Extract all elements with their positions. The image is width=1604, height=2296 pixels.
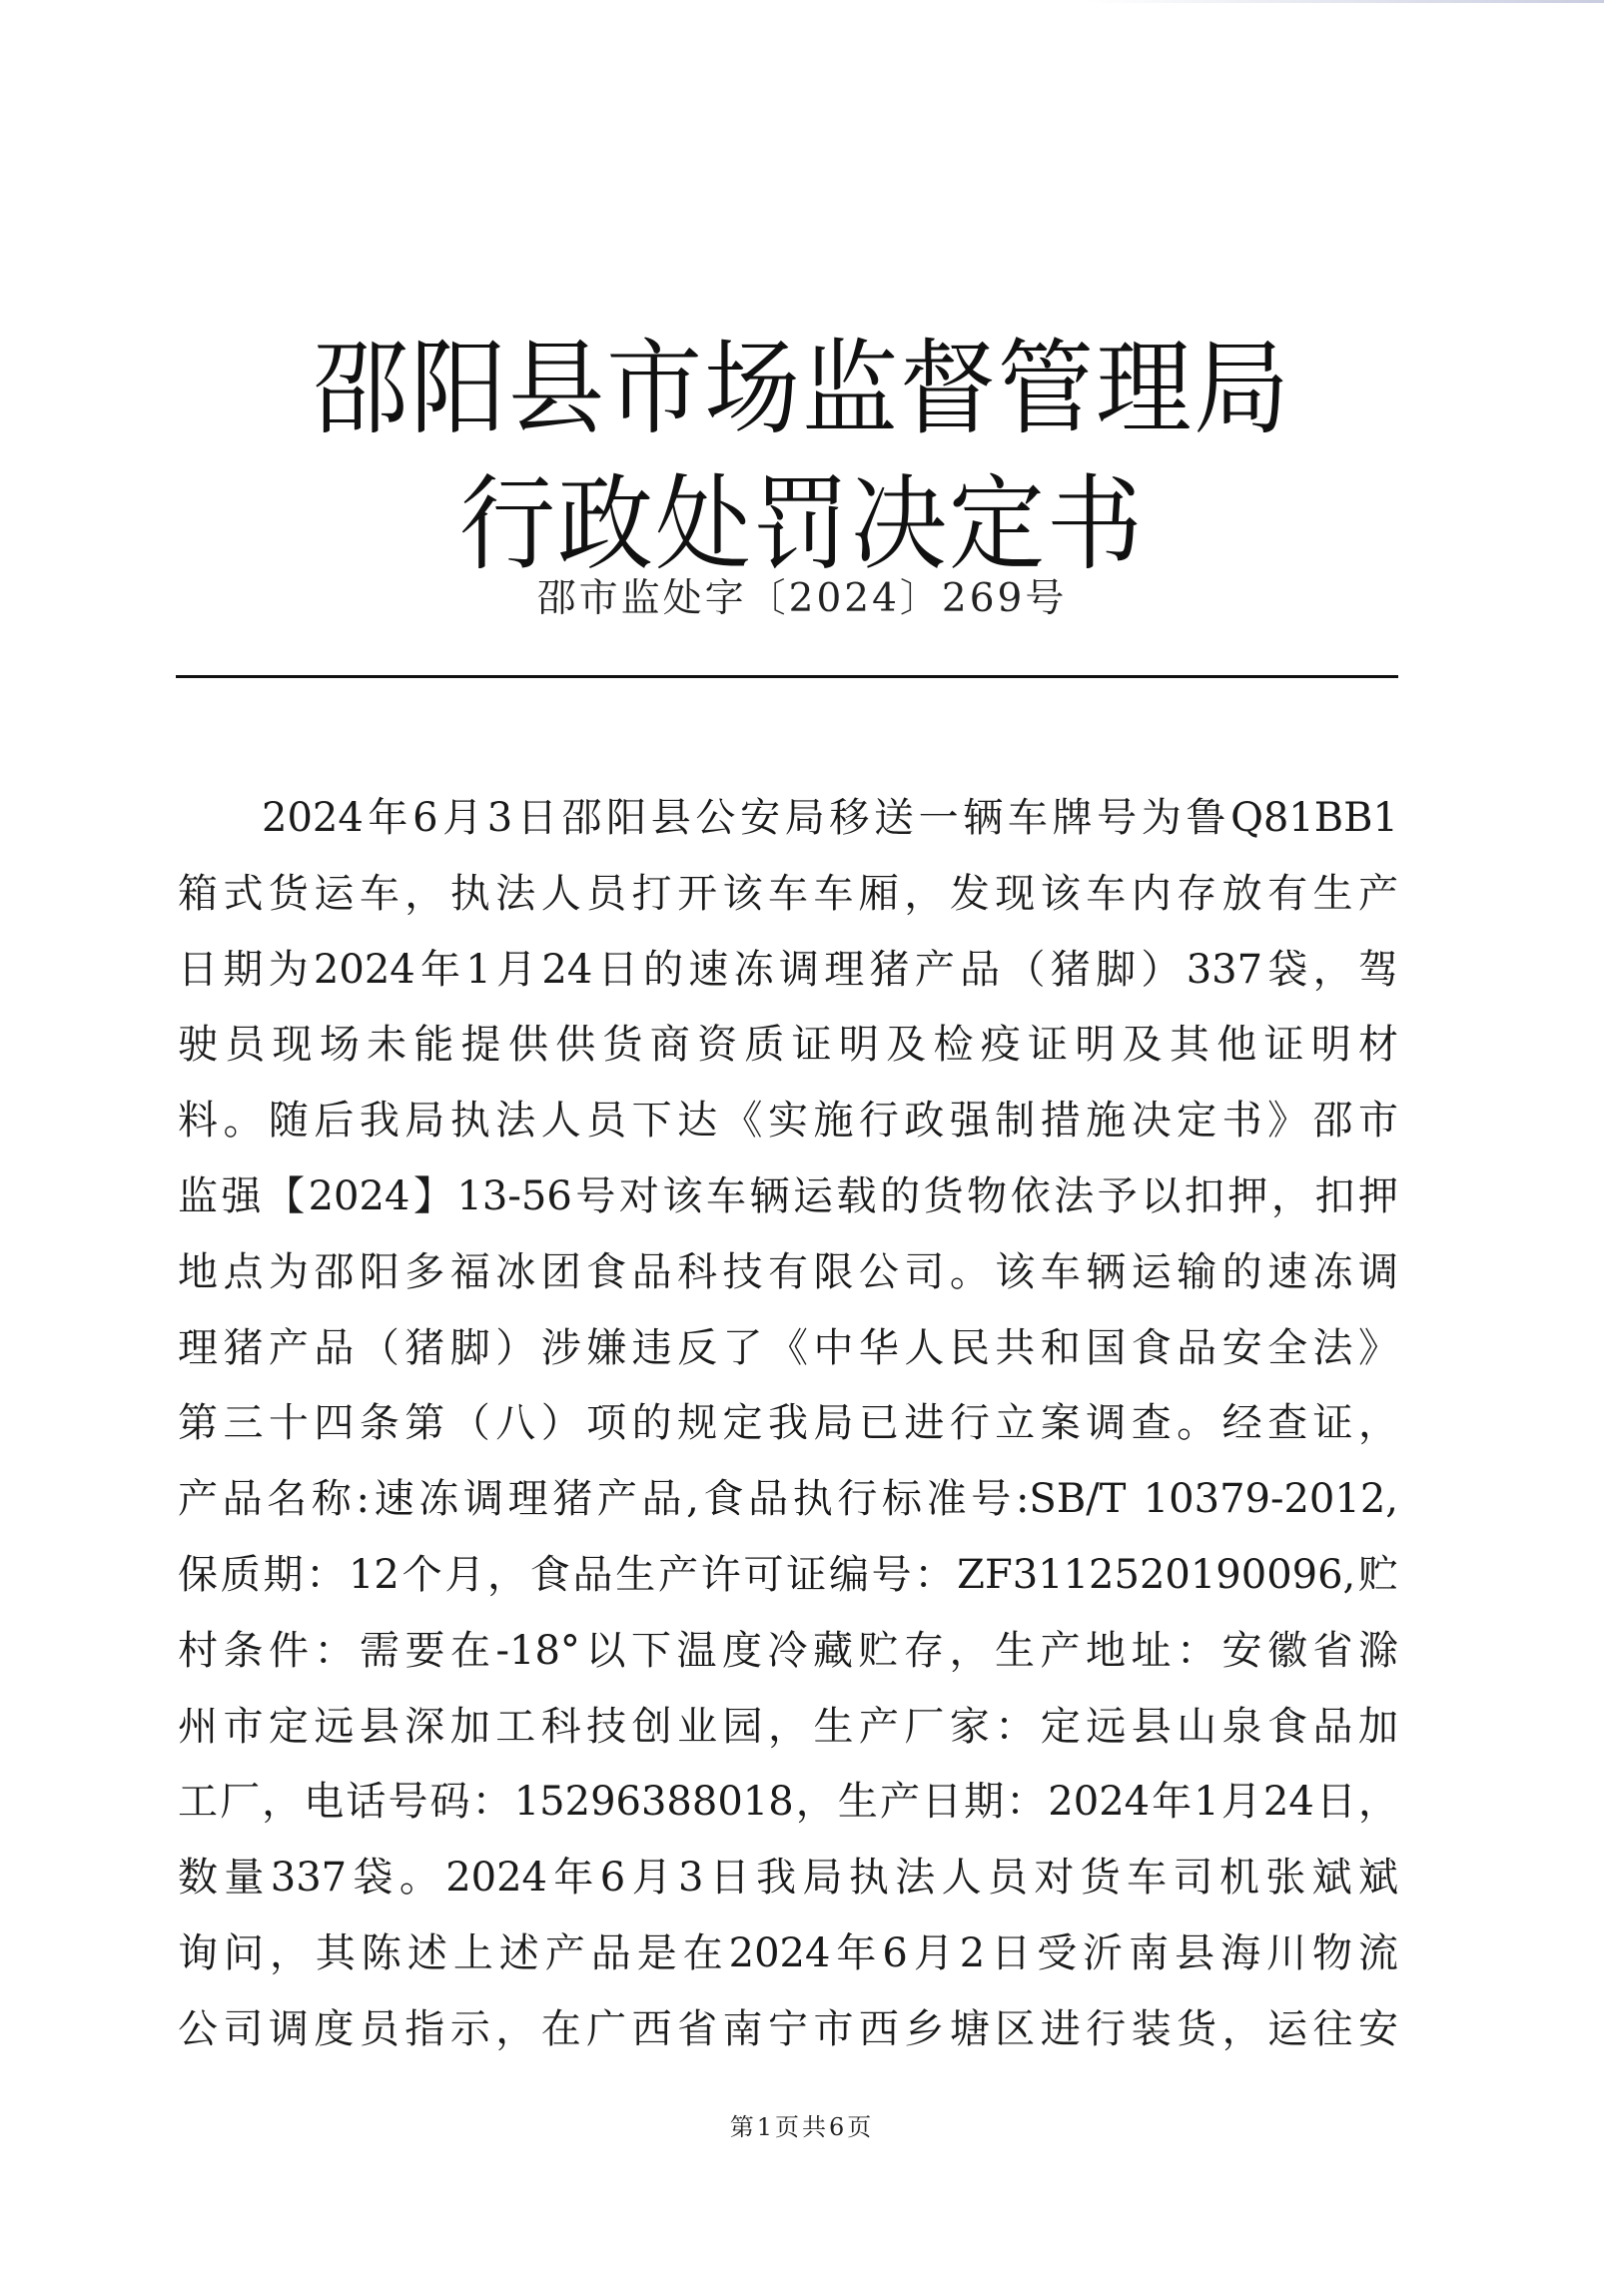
body-line: 2024年6月3日邵阳县公安局移送一辆车牌号为鲁Q81BB1	[262, 795, 1398, 841]
document-body	[178, 781, 1398, 2068]
document-number: 邵市监处字〔2024〕269号	[536, 576, 1068, 621]
body-line: 数量337袋。2024年6月3日我局执法人员对货车司机张斌斌	[178, 1855, 1398, 1902]
body-line: 产品名称:速冻调理猪产品,食品执行标准号:SB/T 10379-2012,	[178, 1476, 1398, 1523]
body-line: 询问，其陈述上述产品是在2024年6月2日受沂南县海川物流	[178, 1929, 1398, 1976]
body-line: 箱式货运车，执法人员打开该车车厢，发现该车内存放有生产	[178, 870, 1398, 917]
page-number-footer: 第1页共6页	[729, 2113, 875, 2141]
body-line: 保质期：12个月，食品生产许可证编号：ZF3112520190096,贮	[178, 1551, 1398, 1598]
body-line: 理猪产品（猪脚）涉嫌违反了《中华人民共和国食品安全法》	[178, 1324, 1398, 1371]
body-line: 第三十四条第（八）项的规定我局已进行立案调查。经查证，	[178, 1400, 1398, 1447]
body-line: 日期为2024年1月24日的速冻调理猪产品（猪脚）337袋，驾	[178, 946, 1398, 993]
body-line: 村条件：需要在-18°以下温度冷藏贮存，生产地址：安徽省滁	[178, 1627, 1398, 1674]
document-type-title: 行政处罚决定书	[459, 463, 1145, 585]
body-line: 公司调度员指示，在广西省南宁市西乡塘区进行装货，运往安	[178, 2005, 1398, 2052]
body-line: 州市定远县深加工科技创业园，生产厂家：定远县山泉食品加	[178, 1703, 1398, 1750]
body-line: 料。随后我局执法人员下达《实施行政强制措施决定书》邵市	[178, 1098, 1398, 1145]
header-divider	[176, 675, 1398, 678]
agency-title: 邵阳县市场监督管理局	[313, 328, 1291, 449]
body-line: 地点为邵阳多福冰团食品科技有限公司。该车辆运输的速冻调	[178, 1248, 1398, 1295]
scan-edge	[1085, 0, 1604, 3]
body-line: 驶员现场未能提供供货商资质证明及检疫证明及其他证明材	[178, 1022, 1398, 1069]
body-line: 监强【2024】13-56号对该车辆运载的货物依法予以扣押，扣押	[178, 1172, 1398, 1219]
body-line: 工厂，电话号码：15296388018，生产日期：2024年1月24日，	[178, 1779, 1398, 1826]
